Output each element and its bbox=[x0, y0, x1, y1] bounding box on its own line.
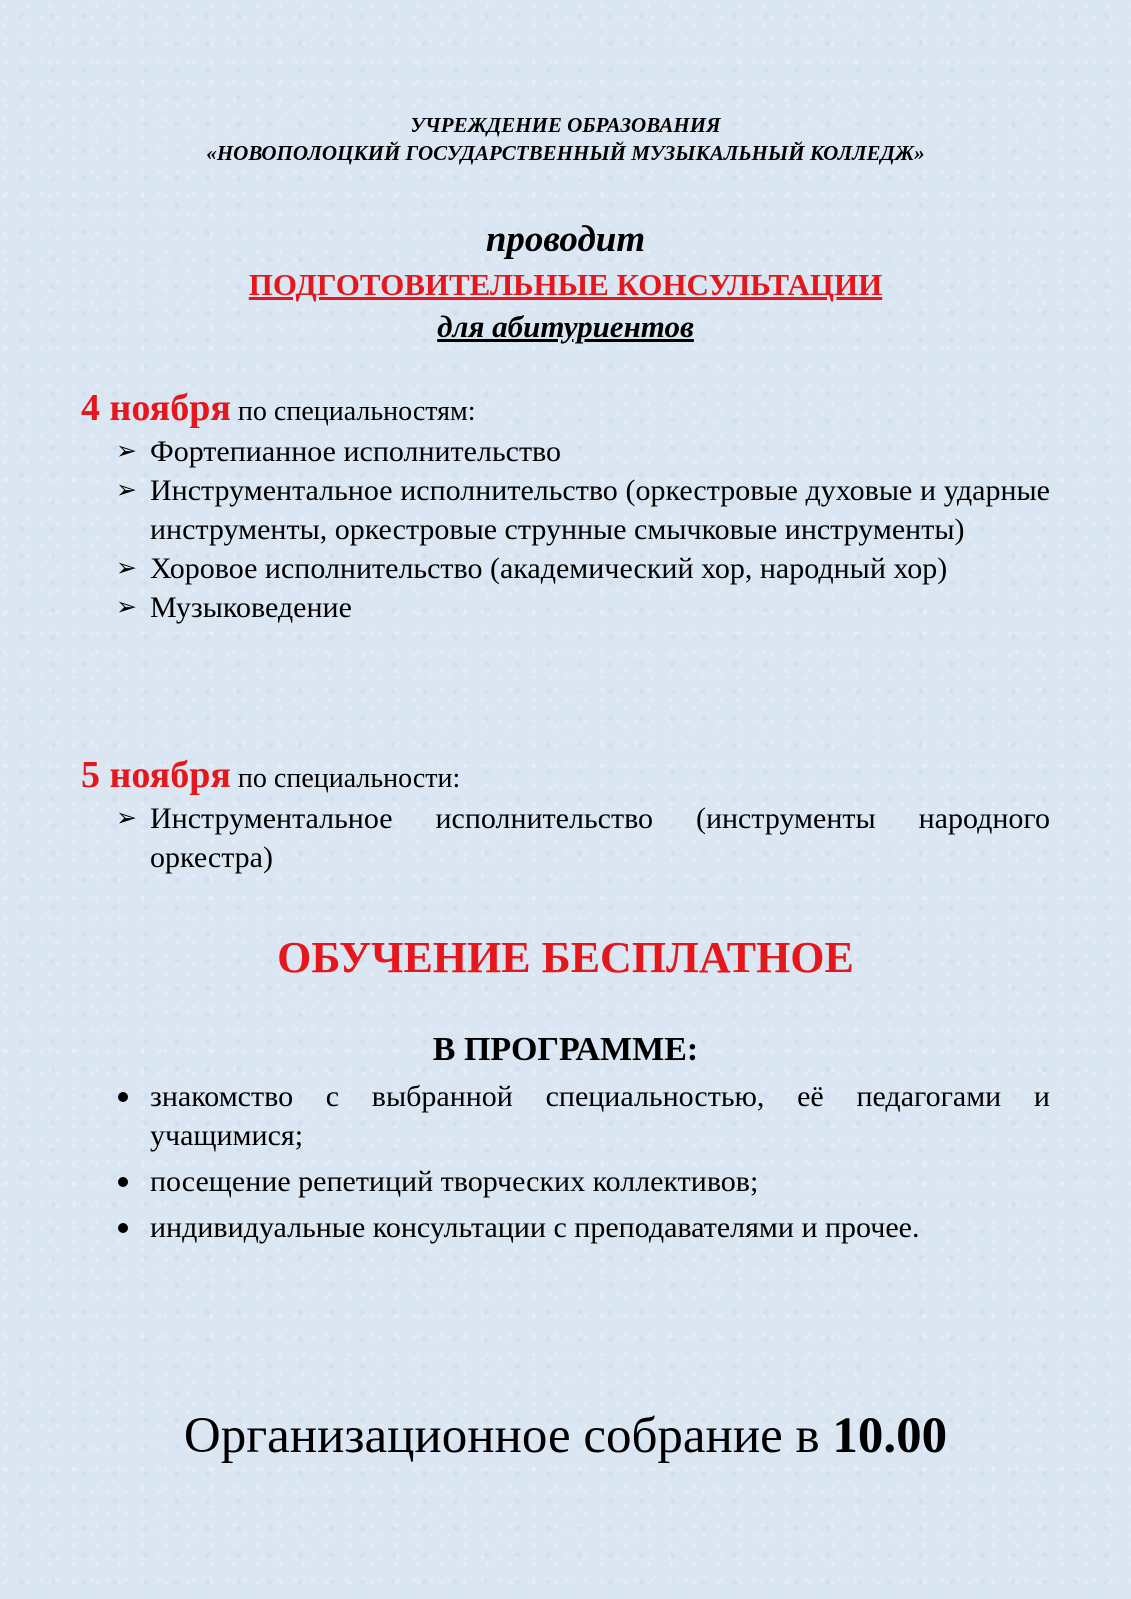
meeting-text: Организационное собрание в bbox=[183, 1408, 820, 1464]
institution-name: «НОВОПОЛОЦКИЙ ГОСУДАРСТВЕННЫЙ МУЗЫКАЛЬНЫЙ КОЛЛЕДЖ» bbox=[206, 141, 925, 165]
arrow-bullet-icon: ➢ bbox=[116, 477, 137, 504]
institution-type: УЧРЕЖДЕНИЕ ОБРАЗОВАНИЯ bbox=[410, 113, 721, 137]
meeting-line bbox=[0, 1406, 1131, 1466]
event-title: ПОДГОТОВИТЕЛЬНЫЕ КОНСУЛЬТАЦИИ bbox=[248, 267, 883, 302]
program-list bbox=[116, 1077, 1050, 1254]
day-date: 4 ноября bbox=[81, 387, 231, 429]
day-label: по специальностям: bbox=[237, 396, 476, 427]
specialty-list bbox=[116, 432, 1050, 627]
list-item: знакомство с выбранной специальностью, её педагогами и учащимися; bbox=[116, 1077, 1050, 1155]
arrow-bullet-icon: ➢ bbox=[116, 555, 137, 582]
meeting-time: 10.00 bbox=[832, 1408, 948, 1464]
list-item: индивидуальные консультации с преподавателями и прочее. bbox=[116, 1208, 1050, 1247]
list-item: ➢ Инструментальное исполнительство (оркестровые духовые и ударные инструменты, оркестровые струнные смычковые инструменты) bbox=[116, 471, 1050, 549]
list-item: ➢ Хоровое исполнительство (академический хор, народный хор) bbox=[116, 549, 1050, 588]
day-heading bbox=[81, 388, 475, 432]
specialty-list bbox=[116, 799, 1050, 877]
list-item: посещение репетиций творческих коллективов; bbox=[116, 1162, 1050, 1201]
list-item: ➢ Инструментальное исполнительство (инструменты народного оркестра) bbox=[116, 799, 1050, 877]
list-item: ➢ Музыковедение bbox=[116, 588, 1050, 627]
dot-bullet-icon bbox=[118, 1223, 128, 1233]
day-label: по специальности: bbox=[237, 763, 461, 794]
audience-line: для абитуриентов bbox=[437, 309, 694, 344]
day-date: 5 ноября bbox=[81, 754, 231, 796]
free-tuition-banner: ОБУЧЕНИЕ БЕСПЛАТНОЕ bbox=[277, 933, 854, 982]
arrow-bullet-icon: ➢ bbox=[116, 594, 137, 621]
day-heading bbox=[81, 755, 460, 799]
arrow-bullet-icon: ➢ bbox=[116, 805, 137, 832]
dot-bullet-icon bbox=[118, 1177, 128, 1187]
arrow-bullet-icon: ➢ bbox=[116, 438, 137, 465]
program-title: В ПРОГРАММЕ: bbox=[432, 1031, 699, 1068]
conducts-word: проводит bbox=[485, 219, 646, 260]
list-item: ➢ Фортепианное исполнительство bbox=[116, 432, 1050, 471]
dot-bullet-icon bbox=[118, 1092, 128, 1102]
